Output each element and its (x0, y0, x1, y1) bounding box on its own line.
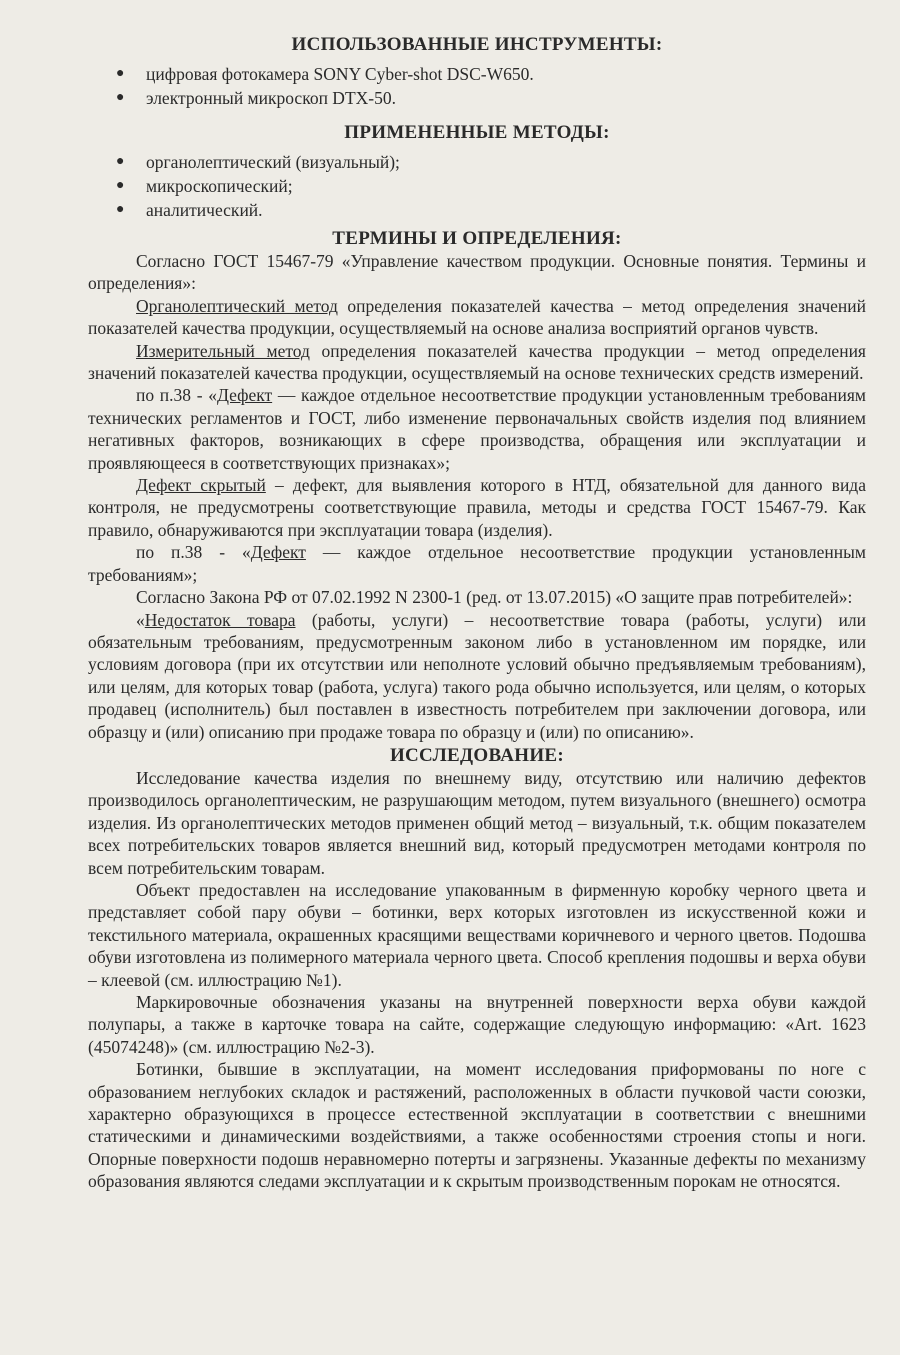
term: Дефект (216, 385, 273, 406)
tools-list (88, 62, 866, 110)
paragraph: по п.38 - «Дефект — каждое отдельное несоответствие продукции установленным требованиям технических регламентов и ГОСТ, либо изменение первоначальных свойств изделия под влиянием негативных факторов, возникающих в сфере производства, обращения или эксплуатации и проявляющееся в соответствующих признаках»; (88, 385, 867, 473)
paragraph: Дефект скрытый – дефект, для выявления которого в НТД, обязательной для данного вида контроля, не предусмотрены соответствующие правила, методы и средства ГОСТ 15467-79. Как правило, обнаруживаются при эксплуатации товара (изделия). (88, 475, 866, 540)
paragraph: Ботинки, бывшие в эксплуатации, на момент исследования приформованы по ноге с образованием неглубоких складок и растяжений, расположенных в области пучковой части союзки, характерно образующихся в процессе естественной эксплуатации в соответствии с внешними статическими и динамическими воздействиями, а также особенностями строения стопы и ноги. Опорные поверхности подошв неравномерно потерты и загрязнены. Указанные дефекты по механизму образования являются следами эксплуатации и к скрытым производственным порокам не относятся. (88, 1059, 866, 1192)
list-item: ● цифровая фотокамера SONY Cyber-shot DSC-W650. (116, 64, 534, 84)
paragraph: Маркировочные обозначения указаны на внутренней поверхности верха обуви каждой полупары, а также в карточке товара на сайте, содержащие следующую информацию: «Art. 1623 (45074248)» (см. иллюстрацию №2-3). (88, 992, 866, 1057)
paragraph: Согласно Закона РФ от 07.02.1992 N 2300-1 (ред. от 13.07.2015) «О защите прав потребителей»: (136, 587, 853, 608)
bullet-icon: ● (116, 90, 125, 105)
bullet-icon: ● (116, 66, 125, 81)
bullet-icon: ● (116, 154, 125, 169)
paragraph: Измерительный метод определения показателей качества продукции – метод определения значений показателей качества продукции, осуществляемый на основе технических средств измерений. (88, 340, 866, 384)
paragraph: Объект предоставлен на исследование упакованным в фирменную коробку черного цвета и представляет собой пару обуви – ботинки, верх которых изготовлен из искусственной кожи и текстильного материала, окрашенных красящими веществами коричневого и черного цветов. Подошва обуви изготовлена из полимерного материала черного цвета. Способ крепления подошвы и верха обуви – клеевой (см. иллюстрацию №1). (88, 879, 866, 990)
bullet-icon: ● (116, 178, 125, 193)
bullet-icon: ● (116, 202, 125, 217)
list-item: ● органолептический (визуальный); (116, 152, 400, 172)
methods-list (88, 150, 866, 222)
paragraph: по п.38 - «Дефект — каждое отдельное несоответствие продукции установленным требованиям»; (88, 542, 866, 585)
tools-heading: ИСПОЛЬЗОВАННЫЕ ИНСТРУМЕНТЫ: (291, 34, 663, 55)
terms-heading: ТЕРМИНЫ И ОПРЕДЕЛЕНИЯ: (332, 228, 622, 249)
list-item: ● микроскопический; (116, 176, 293, 196)
term: Недостаток товара (144, 609, 296, 630)
paragraph: «Недостаток товара (работы, услуги) – несоответствие товара (работы, услуги) или обязательным требованиям, предусмотренным законом либо в установленном им порядке, или условиям договора (при их отсутствии или неполноте условий обычно предъявляемым требованиям), или целям, для которых товар (работа, услуга) такого рода обычно используется, или целям, о которых продавец (исполнитель) был поставлен в известность потребителем при заключении договора, или образцу и (или) описанию при продаже товара по образцу и (или) по описанию». (88, 609, 866, 742)
term: Органолептический метод (136, 295, 338, 316)
paragraph: Органолептический метод определения показателей качества – метод определения значений показателей качества продукции, осуществляемый на основе анализа восприятий органов чувств. (88, 295, 866, 339)
term: Измерительный метод (136, 340, 310, 361)
term: Дефект (250, 542, 306, 563)
paragraph: Исследование качества изделия по внешнему виду, отсутствию или наличию дефектов производилось органолептическим, не разрушающим методом, путем визуального (внешнего) осмотра изделия. Из органолептических методов применен общий метод – визуальный, т.к. общим показателем всех потребительских товаров является внешний вид, который предусмотрен методами контроля по всем потребительским товарам. (88, 767, 866, 878)
paragraph: Согласно ГОСТ 15467-79 «Управление качеством продукции. Основные понятия. Термины и определения»: (88, 251, 866, 294)
research-heading: ИССЛЕДОВАНИЕ: (389, 744, 565, 766)
list-item: ● электронный микроскоп DTX-50. (116, 88, 396, 108)
term: Дефект скрытый (136, 475, 266, 496)
list-item: ● аналитический. (116, 200, 263, 220)
methods-heading: ПРИМЕНЕННЫЕ МЕТОДЫ: (344, 122, 610, 143)
